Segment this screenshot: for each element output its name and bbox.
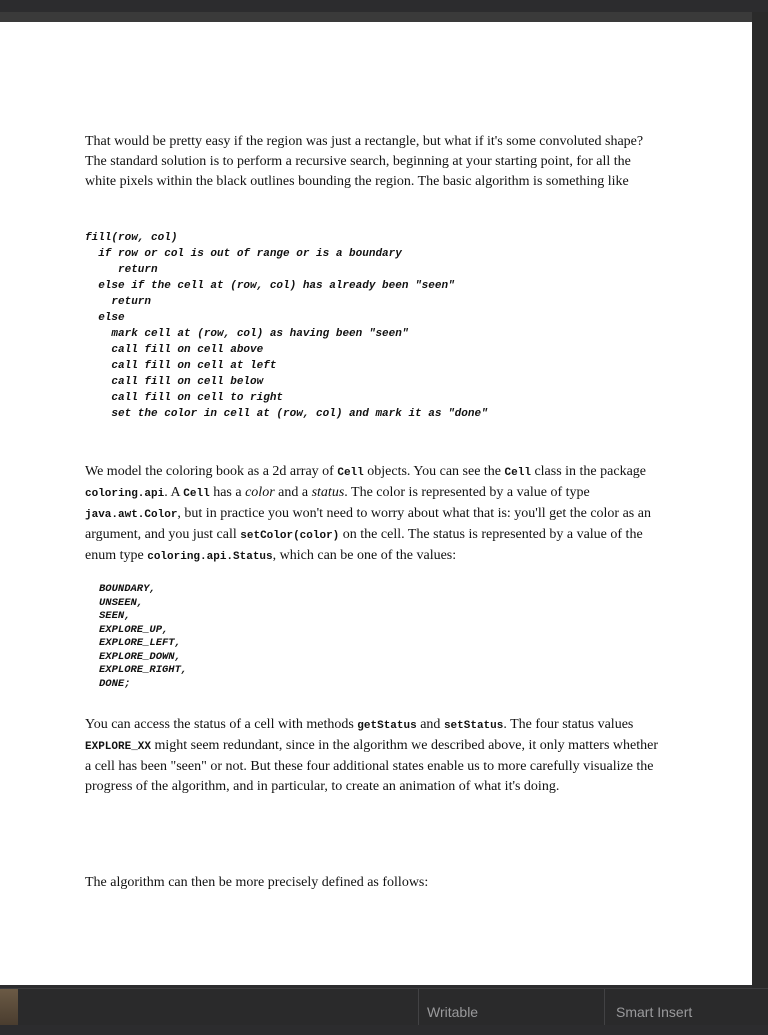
paragraph-algorithm-intro: The algorithm can then be more precisely defined as follows:	[85, 875, 429, 890]
document-page[interactable]	[0, 22, 752, 985]
code-cell: Cell	[183, 488, 210, 500]
italic-status: status	[311, 485, 345, 500]
code-setcolor: setColor(color)	[240, 530, 340, 542]
code-cell: Cell	[337, 467, 364, 479]
scrollbar-track[interactable]	[752, 12, 768, 988]
status-bar	[0, 988, 768, 1025]
enum-values-block: BOUNDARY, UNSEEN, SEEN, EXPLORE_UP, EXPLORE_LEFT, EXPLORE_DOWN, EXPLORE_RIGHT, DONE;	[99, 583, 188, 690]
code-color-type: java.awt.Color	[85, 509, 178, 521]
code-explore-xx: EXPLORE_XX	[85, 741, 152, 753]
window-top-bar	[0, 0, 768, 12]
code-status-enum: coloring.api.Status	[147, 551, 273, 563]
code-cell: Cell	[504, 467, 531, 479]
status-smart-insert[interactable]: Smart Insert	[604, 989, 768, 1025]
code-package: coloring.api	[85, 488, 165, 500]
italic-color: color	[245, 485, 275, 500]
code-setstatus: setStatus	[443, 720, 504, 732]
paragraph-intro: That would be pretty easy if the region was just a rectangle, but what if it's some convoluted shape? The standard solution is to perform a recursive search, beginning at your starting point, for all the white pixels within the black outlines bounding the region. The basic algorithm is something like	[85, 134, 644, 189]
status-writable[interactable]: Writable	[418, 989, 604, 1025]
toolbar-divider	[0, 12, 752, 22]
pseudocode-block: fill(row, col) if row or col is out of range or is a boundary return else if the cell at (row, col) has already been "seen" return else mark cell at (row, col) as having been "seen" call fill on cell above call fill on cell at left call fill on cell below call fill on cell to right set the color in cell at (row, col) and mark it as "done"	[85, 232, 488, 420]
paragraph-status-access: You can access the status of a cell with methods getStatus and setStatus. The four status values EXPLORE_XX might seem redundant, since in the algorithm we described above, it only matters whether a cell has been "seen" or not. But these four additional states enable us to more carefully visualize the progress of the algorithm, and in particular, to create an animation of what it's doing.	[85, 717, 658, 794]
code-getstatus: getStatus	[357, 720, 417, 732]
resize-handle-icon[interactable]	[0, 989, 18, 1025]
paragraph-cell-model: We model the coloring book as a 2d array of Cell objects. You can see the Cell class in the package coloring.api. A Cell has a color and a status. The color is represented by a value of type java.awt.Color, but in practice you won't need to worry about what that is: you'll get the color as an argument, and you just call setColor(color) on the cell. The status is represented by a value of the enum type coloring.api.Status, which can be one of the values:	[85, 464, 651, 563]
